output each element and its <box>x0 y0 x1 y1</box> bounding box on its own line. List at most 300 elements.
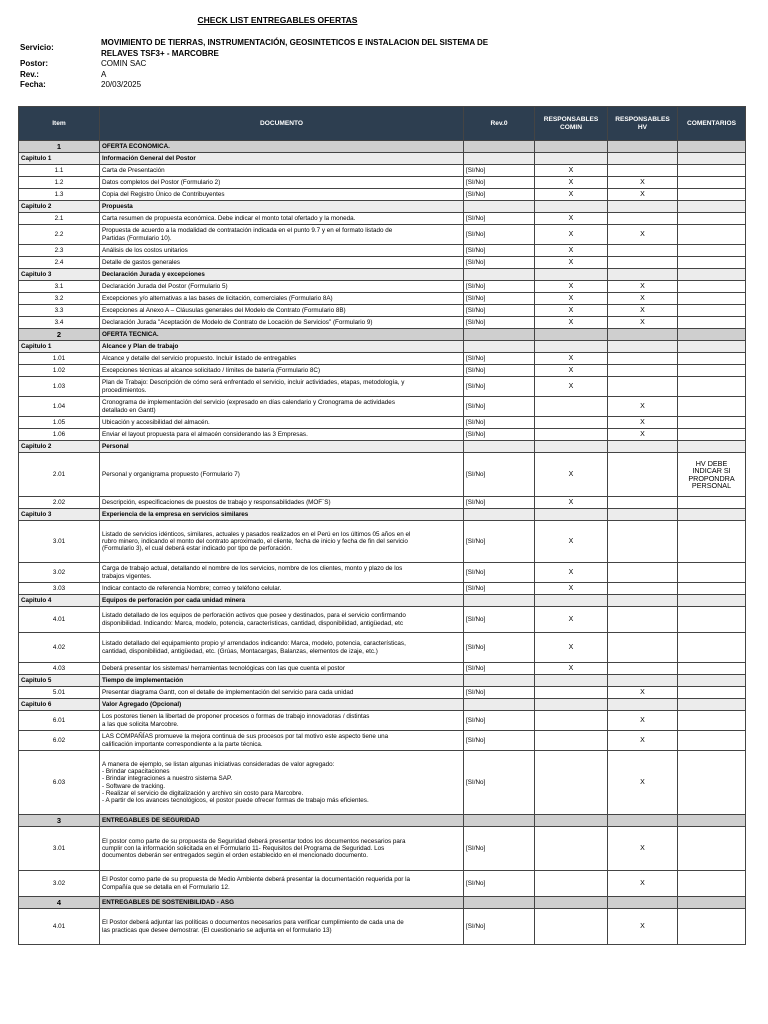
responsable-hv-mark <box>608 521 678 563</box>
empty-cell <box>608 441 678 453</box>
table-header-row <box>19 107 746 141</box>
empty-cell <box>464 341 535 353</box>
responsable-hv-mark: X <box>608 751 678 815</box>
chapter-row <box>19 341 746 353</box>
comment <box>678 751 746 815</box>
responsable-hv-mark <box>608 365 678 377</box>
responsable-comin-mark <box>535 909 608 945</box>
servicio-label: Servicio: <box>20 43 54 52</box>
document-description: A manera de ejemplo, se listan algunas iniciativas consideradas de valor agregado: - Brindar capacitaciones - Brindar integraciones a nuestro sistema SAP. - Software de tracking. - Realizar el servicio de digitalización y archivo sin costo para Marcobre. - A partir de los avances tecnológicos, el postor puede ofrecer formas de trabajo más eficientes. <box>100 751 464 815</box>
chapter-title: Alcance y Plan de trabajo <box>100 341 464 353</box>
empty-cell <box>464 201 535 213</box>
section-number: 1 <box>19 141 100 153</box>
responsable-comin-mark: X <box>535 663 608 675</box>
chapter-title: Tiempo de implementación <box>100 675 464 687</box>
item-number: 2.3 <box>19 245 100 257</box>
table-row <box>19 189 746 201</box>
responsable-comin-mark <box>535 429 608 441</box>
responsable-comin-mark <box>535 827 608 871</box>
comment <box>678 521 746 563</box>
chapter-label: Capitulo 6 <box>19 699 100 711</box>
empty-cell <box>678 141 746 153</box>
chapter-row <box>19 675 746 687</box>
comment <box>678 827 746 871</box>
comment <box>678 281 746 293</box>
responsable-comin-mark: X <box>535 521 608 563</box>
rev-value: [SI/No] <box>464 397 535 417</box>
rev-value: [SI/No] <box>464 257 535 269</box>
header-info <box>20 38 520 91</box>
comment <box>678 397 746 417</box>
table-row <box>19 563 746 583</box>
table-row <box>19 583 746 595</box>
empty-cell <box>535 269 608 281</box>
responsable-comin-mark: X <box>535 583 608 595</box>
empty-cell <box>535 141 608 153</box>
comment <box>678 417 746 429</box>
table-row <box>19 909 746 945</box>
responsable-hv-mark <box>608 497 678 509</box>
empty-cell <box>608 341 678 353</box>
servicio-value: MOVIMIENTO DE TIERRAS, INSTRUMENTACIÓN, GEOSINTETICOS E INSTALACION DEL SISTEMA DE RELAVES TSF3+ - MARCOBRE <box>101 38 489 58</box>
rev-value: [SI/No] <box>464 871 535 897</box>
comment <box>678 711 746 731</box>
chapter-label: Capitulo 1 <box>19 153 100 165</box>
responsable-hv-mark: X <box>608 731 678 751</box>
table-row <box>19 177 746 189</box>
comment <box>678 353 746 365</box>
rev-value: [SI/No] <box>464 583 535 595</box>
chapter-label: Capitulo 5 <box>19 675 100 687</box>
document-description: Ubicación y accesibilidad del almacén. <box>100 417 464 429</box>
responsable-hv-mark: X <box>608 827 678 871</box>
responsable-comin-mark: X <box>535 353 608 365</box>
responsable-hv-mark <box>608 663 678 675</box>
comment <box>678 633 746 663</box>
item-number: 2.1 <box>19 213 100 225</box>
empty-cell <box>678 675 746 687</box>
responsable-comin-mark: X <box>535 245 608 257</box>
responsable-hv-mark: X <box>608 177 678 189</box>
comment <box>678 377 746 397</box>
table-row <box>19 827 746 871</box>
document-description: Listado detallado del equipamiento propio y/ arrendados indicando: Marca, modelo, potencia, características, cantidad, disponibilidad, antigüedad, etc. (Grúas, Montacargas, Balanzas, elementos de izaje, etc.) <box>100 633 464 663</box>
comment <box>678 563 746 583</box>
chapter-title: Propuesta <box>100 201 464 213</box>
comment <box>678 663 746 675</box>
responsable-comin-mark: X <box>535 377 608 397</box>
table-row <box>19 317 746 329</box>
empty-cell <box>678 269 746 281</box>
responsable-comin-mark: X <box>535 177 608 189</box>
comment <box>678 583 746 595</box>
comment <box>678 731 746 751</box>
rev-value: [SI/No] <box>464 225 535 245</box>
rev-value: [SI/No] <box>464 429 535 441</box>
rev-value: [SI/No] <box>464 365 535 377</box>
document-description: Deberá presentar los sistemas/ herramientas tecnológicas con las que cuenta el postor <box>100 663 464 675</box>
item-number: 6.03 <box>19 751 100 815</box>
chapter-title: Experiencia de la empresa en servicios similares <box>100 509 464 521</box>
responsable-comin-mark: X <box>535 317 608 329</box>
empty-cell <box>535 595 608 607</box>
document-description: Declaración Jurada del Postor (Formulario 5) <box>100 281 464 293</box>
responsable-comin-mark <box>535 687 608 699</box>
responsable-hv-mark <box>608 583 678 595</box>
empty-cell <box>678 441 746 453</box>
checklist-table <box>18 106 746 945</box>
rev-value: [SI/No] <box>464 317 535 329</box>
document-description: Listado detallado de los equipos de perforación activos que posee y destinados, para el servicio confirmando disponibilidad. Indicando: Marca, modelo, potencia, características, cantidad, disponibilidad, antigüedad, etc <box>100 607 464 633</box>
item-number: 1.1 <box>19 165 100 177</box>
comment <box>678 225 746 245</box>
document-description: Los postores tienen la libertad de proponer procesos o formas de trabajo innovadoras / distintas a las que solicita Marcobre. <box>100 711 464 731</box>
comment: HV DEBE INDICAR SI PROPONDRA PERSONAL <box>678 453 746 497</box>
responsable-hv-mark: X <box>608 687 678 699</box>
table-row <box>19 453 746 497</box>
section-title: ENTREGABLES DE SEGURIDAD <box>100 815 464 827</box>
table-row <box>19 429 746 441</box>
responsable-hv-mark: X <box>608 293 678 305</box>
item-number: 3.02 <box>19 871 100 897</box>
rev-value: [SI/No] <box>464 563 535 583</box>
document-description: Propuesta de acuerdo a la modalidad de contratación indicada en el punto 9.7 y en el formato listado de Partidas (Formulario 10). <box>100 225 464 245</box>
section-title: OFERTA ECONOMICA. <box>100 141 464 153</box>
item-number: 1.02 <box>19 365 100 377</box>
responsable-hv-mark: X <box>608 397 678 417</box>
document-description: LAS COMPAÑÍAS promueve la mejora continua de sus procesos por tal motivo este aspecto tiene una calificación importante correspondiente a la parte técnica. <box>100 731 464 751</box>
item-number: 1.05 <box>19 417 100 429</box>
empty-cell <box>608 897 678 909</box>
comment <box>678 245 746 257</box>
page-title: CHECK LIST ENTREGABLES OFERTAS <box>197 15 358 25</box>
responsable-comin-mark <box>535 711 608 731</box>
table-row <box>19 731 746 751</box>
item-number: 4.01 <box>19 909 100 945</box>
empty-cell <box>464 675 535 687</box>
empty-cell <box>464 509 535 521</box>
item-number: 3.01 <box>19 521 100 563</box>
table-row <box>19 417 746 429</box>
rev-value: [SI/No] <box>464 293 535 305</box>
document-description: El postor como parte de su propuesta de Seguridad deberá presentar todos los documentos necesarios para cumplir con la información solicitada en el Formulario 11- Requisitos del Programa de Seguridad. Los documentos deberán ser entregados según el orden establecido en el mencionado documento. <box>100 827 464 871</box>
empty-cell <box>608 141 678 153</box>
empty-cell <box>464 699 535 711</box>
empty-cell <box>678 201 746 213</box>
comment <box>678 317 746 329</box>
rev-label: Rev.: <box>20 69 39 79</box>
empty-cell <box>535 675 608 687</box>
item-number: 2.4 <box>19 257 100 269</box>
rev-value: [SI/No] <box>464 827 535 871</box>
document-description: Carta resumen de propuesta económica. Debe indicar el monto total ofertado y la moneda. <box>100 213 464 225</box>
table-row <box>19 751 746 815</box>
chapter-row <box>19 595 746 607</box>
document-description: Excepciones y/o alternativas a las bases de licitación, comerciales (Formulario 8A) <box>100 293 464 305</box>
responsable-hv-mark <box>608 245 678 257</box>
responsable-hv-mark <box>608 377 678 397</box>
col-header-rev: Rev.0 <box>464 107 535 141</box>
responsable-hv-mark <box>608 607 678 633</box>
responsable-comin-mark: X <box>535 257 608 269</box>
document-description: Descripción, especificaciones de puestos de trabajo y responsabilidades (MOF´S) <box>100 497 464 509</box>
document-description: Análisis de los costos unitarios <box>100 245 464 257</box>
col-header-documento: DOCUMENTO <box>100 107 464 141</box>
rev-value: [SI/No] <box>464 607 535 633</box>
chapter-label: Capitulo 3 <box>19 509 100 521</box>
empty-cell <box>535 699 608 711</box>
item-number: 2.2 <box>19 225 100 245</box>
postor-value: COMIN SAC <box>101 59 147 68</box>
comment <box>678 213 746 225</box>
rev-value: [SI/No] <box>464 909 535 945</box>
rev-value: [SI/No] <box>464 353 535 365</box>
responsable-hv-mark <box>608 453 678 497</box>
comment <box>678 293 746 305</box>
document-description: Personal y organigrama propuesto (Formulario 7) <box>100 453 464 497</box>
item-number: 4.01 <box>19 607 100 633</box>
document-description: Excepciones técnicas al alcance solicitado / límites de batería (Formulario 8C) <box>100 365 464 377</box>
document-description: Declaración Jurada "Aceptación de Modelo de Contrato de Locación de Servicios" (Formulario 9) <box>100 317 464 329</box>
rev-value: [SI/No] <box>464 497 535 509</box>
document-description: Detalle de gastos generales <box>100 257 464 269</box>
col-header-resp-hv: RESPONSABLES HV <box>608 107 678 141</box>
responsable-hv-mark: X <box>608 711 678 731</box>
table-row <box>19 353 746 365</box>
responsable-comin-mark: X <box>535 165 608 177</box>
responsable-comin-mark <box>535 871 608 897</box>
table-row <box>19 213 746 225</box>
section-number: 3 <box>19 815 100 827</box>
chapter-label: Capitulo 3 <box>19 269 100 281</box>
table-row <box>19 225 746 245</box>
responsable-hv-mark: X <box>608 281 678 293</box>
responsable-hv-mark: X <box>608 305 678 317</box>
empty-cell <box>535 341 608 353</box>
responsable-comin-mark: X <box>535 293 608 305</box>
empty-cell <box>535 897 608 909</box>
document-description: Cronograma de implementación del servicio (expresado en días calendario y Cronograma de actividades detallado en Gantt) <box>100 397 464 417</box>
responsable-comin-mark: X <box>535 497 608 509</box>
item-number: 1.2 <box>19 177 100 189</box>
empty-cell <box>535 815 608 827</box>
document-description: El Postor deberá adjuntar las políticas o documentos necesarios para verificar cumplimiento de cada una de las practicas que desee demostrar. (El cuestionario se adjunta en el formulario 13) <box>100 909 464 945</box>
item-number: 2.02 <box>19 497 100 509</box>
chapter-title: Declaración Jurada y excepciones <box>100 269 464 281</box>
item-number: 3.3 <box>19 305 100 317</box>
responsable-hv-mark: X <box>608 871 678 897</box>
table-body <box>19 141 746 945</box>
empty-cell <box>464 441 535 453</box>
section-row <box>19 815 746 827</box>
table-row <box>19 687 746 699</box>
rev-value: [SI/No] <box>464 687 535 699</box>
comment <box>678 909 746 945</box>
rev-value: [SI/No] <box>464 213 535 225</box>
comment <box>678 189 746 201</box>
responsable-comin-mark: X <box>535 563 608 583</box>
responsable-hv-mark <box>608 633 678 663</box>
rev-value: [SI/No] <box>464 377 535 397</box>
empty-cell <box>678 595 746 607</box>
section-row <box>19 897 746 909</box>
empty-cell <box>464 595 535 607</box>
chapter-title: Personal <box>100 441 464 453</box>
header-row-rev <box>20 70 520 81</box>
responsable-comin-mark: X <box>535 453 608 497</box>
chapter-row <box>19 201 746 213</box>
chapter-title: Valor Agregado (Opcional) <box>100 699 464 711</box>
chapter-row <box>19 509 746 521</box>
rev-value: [SI/No] <box>464 281 535 293</box>
col-header-resp-comin: RESPONSABLES COMIN <box>535 107 608 141</box>
responsable-hv-mark: X <box>608 189 678 201</box>
responsable-comin-mark: X <box>535 305 608 317</box>
section-title: ENTREGABLES DE SOSTENIBILIDAD - ASG <box>100 897 464 909</box>
comment <box>678 305 746 317</box>
document-description: Copia del Registro Único de Contribuyentes <box>100 189 464 201</box>
document-description: Enviar el layout propuesta para el almacén considerando las 3 Empresas. <box>100 429 464 441</box>
empty-cell <box>608 595 678 607</box>
chapter-row <box>19 441 746 453</box>
rev-value: [SI/No] <box>464 165 535 177</box>
item-number: 2.01 <box>19 453 100 497</box>
section-number: 4 <box>19 897 100 909</box>
responsable-comin-mark <box>535 397 608 417</box>
item-number: 1.3 <box>19 189 100 201</box>
responsable-hv-mark <box>608 563 678 583</box>
item-number: 3.4 <box>19 317 100 329</box>
table-row <box>19 397 746 417</box>
responsable-hv-mark: X <box>608 429 678 441</box>
responsable-hv-mark: X <box>608 317 678 329</box>
item-number: 3.02 <box>19 563 100 583</box>
comment <box>678 871 746 897</box>
rev-value: [SI/No] <box>464 453 535 497</box>
fecha-value: 20/03/2025 <box>101 80 142 89</box>
empty-cell <box>608 269 678 281</box>
table-row <box>19 633 746 663</box>
chapter-title: Información General del Postor <box>100 153 464 165</box>
item-number: 1.01 <box>19 353 100 365</box>
item-number: 6.01 <box>19 711 100 731</box>
responsable-comin-mark: X <box>535 225 608 245</box>
rev-value: [SI/No] <box>464 189 535 201</box>
rev-value: [SI/No] <box>464 305 535 317</box>
section-row <box>19 141 746 153</box>
item-number: 1.04 <box>19 397 100 417</box>
empty-cell <box>678 699 746 711</box>
rev-value: [SI/No] <box>464 731 535 751</box>
comment <box>678 365 746 377</box>
responsable-comin-mark: X <box>535 633 608 663</box>
empty-cell <box>608 699 678 711</box>
table-row <box>19 521 746 563</box>
document-description: Plan de Trabajo: Descripción de cómo será enfrentado el servicio, incluir actividades, etapas, metodología, y procedimientos. <box>100 377 464 397</box>
item-number: 3.2 <box>19 293 100 305</box>
item-number: 3.1 <box>19 281 100 293</box>
empty-cell <box>464 329 535 341</box>
table-row <box>19 871 746 897</box>
table-row <box>19 377 746 397</box>
chapter-label: Capitulo 2 <box>19 201 100 213</box>
empty-cell <box>608 329 678 341</box>
item-number: 4.02 <box>19 633 100 663</box>
empty-cell <box>464 815 535 827</box>
document-description: Carga de trabajo actual, detallando el nombre de los servicios, nombre de los clientes, monto y plazo de los trabajos vigentes. <box>100 563 464 583</box>
empty-cell <box>608 153 678 165</box>
table-row <box>19 365 746 377</box>
empty-cell <box>535 201 608 213</box>
item-number: 3.01 <box>19 827 100 871</box>
rev-value: [SI/No] <box>464 711 535 731</box>
chapter-row <box>19 269 746 281</box>
responsable-hv-mark <box>608 353 678 365</box>
chapter-label: Capitulo 4 <box>19 595 100 607</box>
empty-cell <box>678 815 746 827</box>
responsable-hv-mark <box>608 213 678 225</box>
table-row <box>19 257 746 269</box>
responsable-hv-mark: X <box>608 225 678 245</box>
chapter-title: Equipos de perforación por cada unidad minera <box>100 595 464 607</box>
chapter-row <box>19 153 746 165</box>
header-row-fecha <box>20 80 520 91</box>
empty-cell <box>608 815 678 827</box>
rev-value: [SI/No] <box>464 521 535 563</box>
chapter-label: Capitulo 1 <box>19 341 100 353</box>
empty-cell <box>608 509 678 521</box>
responsable-comin-mark: X <box>535 281 608 293</box>
responsable-comin-mark <box>535 751 608 815</box>
responsable-comin-mark: X <box>535 189 608 201</box>
comment <box>678 165 746 177</box>
item-number: 4.03 <box>19 663 100 675</box>
empty-cell <box>464 897 535 909</box>
document-description: Carta de Presentación <box>100 165 464 177</box>
fecha-label: Fecha: <box>20 80 46 89</box>
rev-value: [SI/No] <box>464 663 535 675</box>
section-title: OFERTA TECNICA. <box>100 329 464 341</box>
empty-cell <box>464 141 535 153</box>
header-row-servicio <box>20 38 520 59</box>
table-row <box>19 305 746 317</box>
responsable-comin-mark <box>535 417 608 429</box>
col-header-comentarios: COMENTARIOS <box>678 107 746 141</box>
item-number: 1.06 <box>19 429 100 441</box>
document-description: Datos completos del Postor (Formulario 2) <box>100 177 464 189</box>
comment <box>678 687 746 699</box>
comment <box>678 257 746 269</box>
document-description: Presentar diagrama Gantt, con el detalle de implementación del servicio para cada unidad <box>100 687 464 699</box>
responsable-comin-mark: X <box>535 607 608 633</box>
responsable-comin-mark: X <box>535 213 608 225</box>
responsable-comin-mark: X <box>535 365 608 377</box>
item-number: 5.01 <box>19 687 100 699</box>
empty-cell <box>608 675 678 687</box>
comment <box>678 607 746 633</box>
empty-cell <box>678 329 746 341</box>
comment <box>678 177 746 189</box>
rev-value: [SI/No] <box>464 177 535 189</box>
comment <box>678 497 746 509</box>
responsable-comin-mark <box>535 731 608 751</box>
section-row <box>19 329 746 341</box>
empty-cell <box>535 509 608 521</box>
col-header-item: Item <box>19 107 100 141</box>
table-row <box>19 245 746 257</box>
empty-cell <box>678 341 746 353</box>
document-description: Listado de servicios idénticos, similares, actuales y pasados realizados en el Perú en los últimos 05 años en el rubro minero, indicando el monto del contrato aproximado, el cliente, fecha de inicio y fecha de fin del servicio (Formulario 3), el cual deberá estar indicado por tipo de perforación. <box>100 521 464 563</box>
